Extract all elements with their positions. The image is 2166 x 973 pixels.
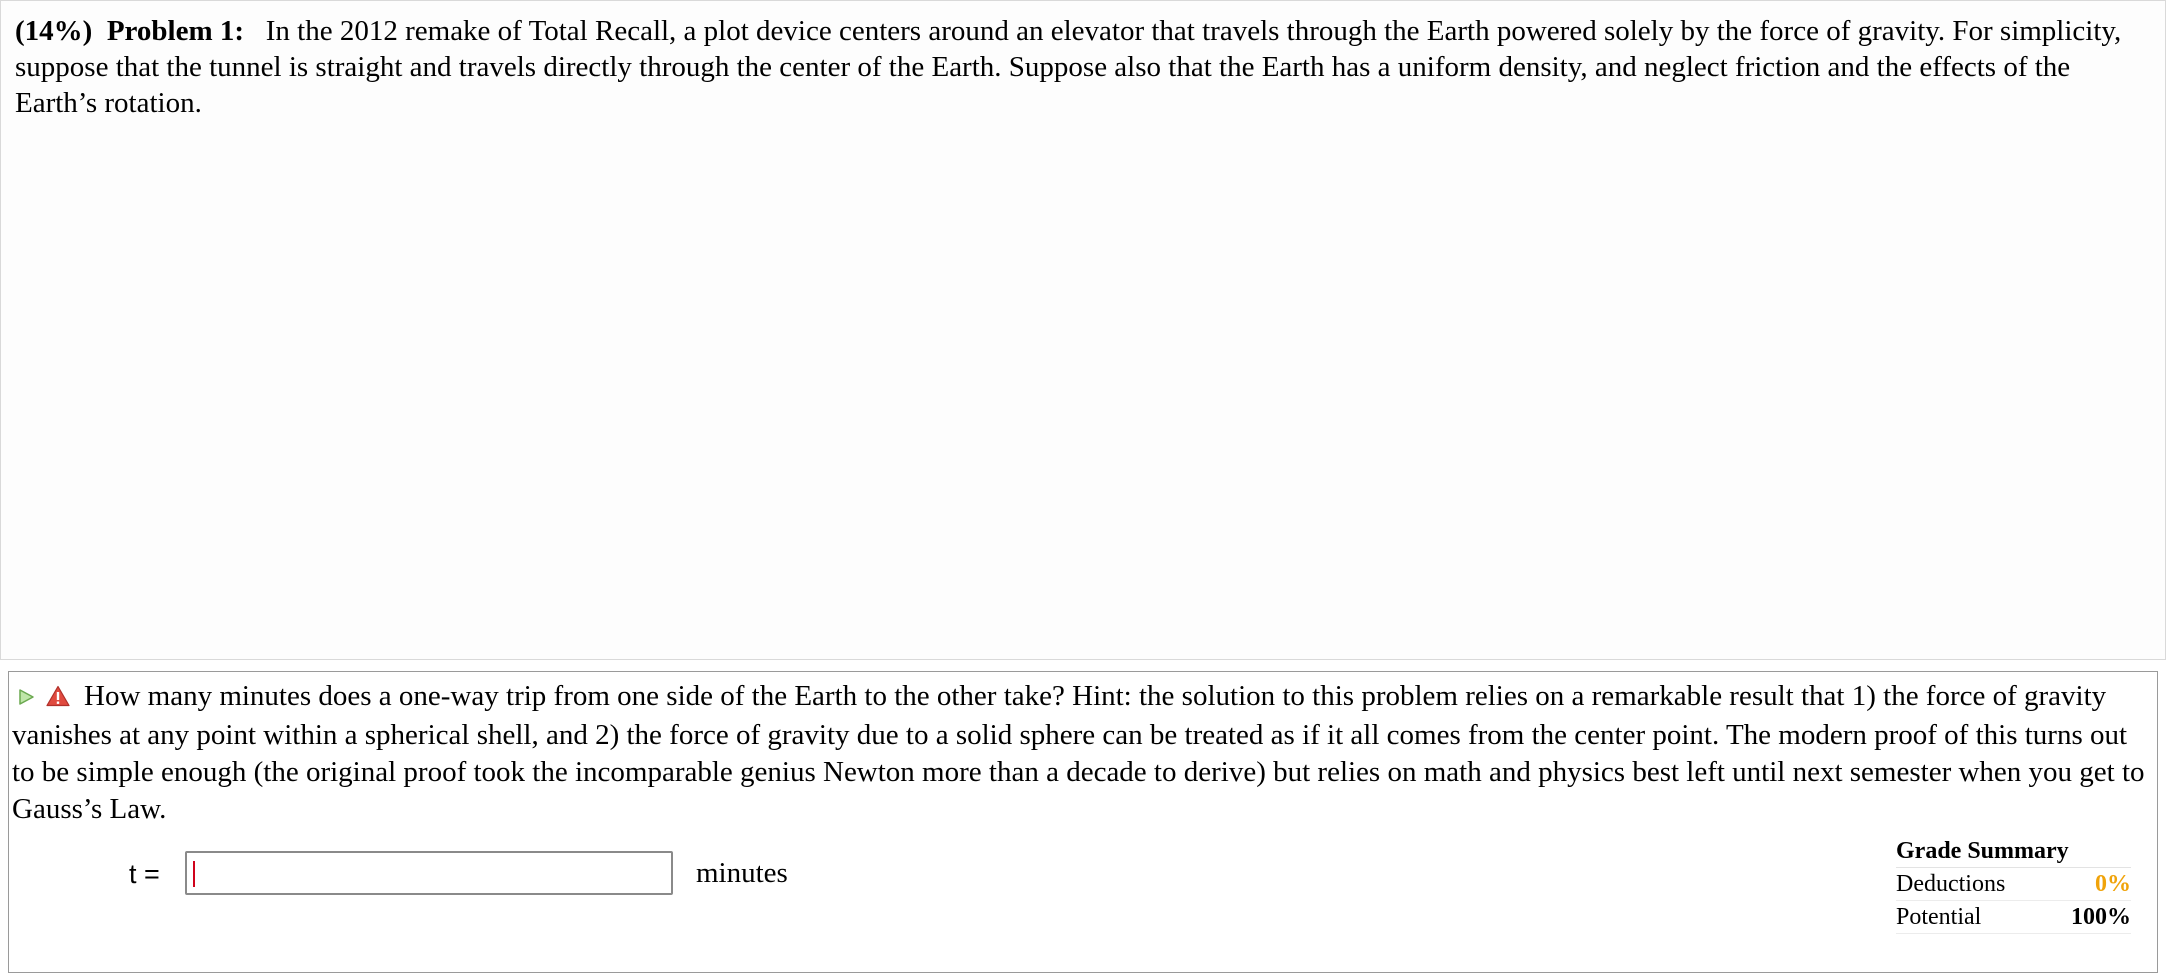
warning-icon[interactable] — [46, 680, 70, 717]
question-text: How many minutes does a one-way trip from one side of the Earth to the other take? Hint: the solution to this problem relies on a remarkable result that 1) the force of gravity vanishes at any point within a spherical shell, and 2) the force of gravity due to a solid sphere can be treated as if it all comes from the center point. The modern proof of this turns out to be simple enough (the original proof took the incomparable genius Newton more than a decade to derive) but relies on math and physics best left until next semester when you get to Gauss’s Law. — [12, 680, 2145, 825]
potential-row — [1896, 901, 2131, 934]
potential-label: Potential — [1896, 904, 1982, 930]
answer-unit: minutes — [696, 857, 788, 889]
grade-summary-title: Grade Summary — [1896, 835, 2131, 868]
question-statement — [12, 678, 2152, 828]
question-panel — [8, 671, 2158, 973]
play-icon[interactable] — [16, 680, 36, 717]
problem-statement — [15, 13, 2155, 121]
deductions-label: Deductions — [1896, 871, 2006, 897]
potential-value: 100% — [2071, 904, 2131, 930]
answer-label: t = — [129, 859, 160, 889]
problem-text: In the 2012 remake of Total Recall, a plot device centers around an elevator that travels through the Earth powered solely by the force of gravity. For simplicity, suppose that the tunnel is straight and travels directly through the center of the Earth. Suppose also that the Earth has a uniform density, and neglect friction and the effects of the Earth’s rotation. — [15, 15, 2122, 119]
answer-input[interactable] — [185, 851, 673, 895]
problem-number: Problem 1: — [106, 15, 245, 47]
text-caret — [193, 861, 195, 887]
grade-summary — [1896, 835, 2146, 934]
deductions-row — [1896, 868, 2131, 901]
deductions-value: 0% — [2095, 871, 2131, 897]
problem-percent: (14%) — [15, 15, 93, 47]
